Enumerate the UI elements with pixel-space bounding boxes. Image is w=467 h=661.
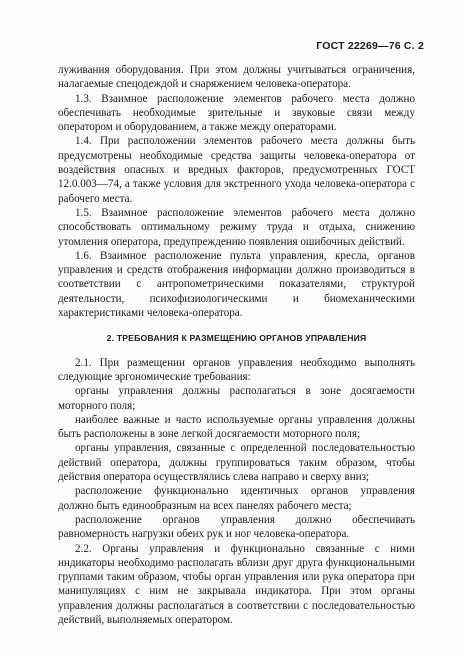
requirement-item: расположение функционально идентичных органов управления должно быть единообразным на всех панелях рабочего места; (58, 485, 415, 512)
requirement-item: органы управления должны располагаться в зоне досягаемости моторного поля; (58, 385, 415, 412)
paragraph-2-1: 2.1. При размещении органов управления необходимо выполнять следующие эргономические требования: (58, 356, 415, 383)
paragraph-1-5: 1.5. Взаимное расположение элементов рабочего места должно способствовать оптимальному режиму труда и отдыха, снижению утомления оператора, предупреждению появления ошибочных действий. (58, 206, 415, 248)
section-title: 2. ТРЕБОВАНИЯ К РАЗМЕЩЕНИЮ ОРГАНОВ УПРАВЛЕНИЯ (106, 333, 367, 344)
requirement-item: расположение органов управления должно обеспечивать равномерность нагрузки обеих рук и ног человека-оператора. (58, 513, 415, 541)
paragraph-1-6: 1.6. Взаимное расположение пульта управления, кресла, органов управления и средств отображения информации должно производиться в соответствии с антропометрическими показателями, структурой деятельности, психофизиологическими и биомеханическими характеристиками человека-оператора. (58, 249, 415, 320)
document-body (58, 63, 415, 627)
page-header-doc-ref: ГОСТ 22269—76 С. 2 (316, 40, 424, 52)
paragraph-1-3: 1.3. Взаимное расположение элементов рабочего места должно обеспечивать необходимые зрительные и звуковые связи между оператором и оборудованием, а также между операторами. (58, 92, 415, 134)
paragraph-1-4: 1.4. При расположении элементов рабочего места должны быть предусмотрены необходимые средства защиты человека-оператора от воздействия опасных и вредных факторов, предусмотренных ГОСТ 12.0.003—74, а также условия для экстренного ухода человека-оператора с рабочего места. (58, 135, 415, 205)
paragraph-continuation: луживания оборудования. При этом должны учитываться ограничения, налагаемые спецодеждой и снаряжением человека-оператора. (58, 64, 415, 91)
requirement-item: органы управления, связанные с определенной последовательностью действий оператора, должны группироваться таким образом, чтобы действия оператора осуществлялись слева направо и сверху вниз; (58, 442, 415, 484)
requirement-item: наиболее важные и часто используемые органы управления должны быть расположены в зоне легкой досягаемости моторного поля; (58, 413, 415, 441)
paragraph-2-2: 2.2. Органы управления и функционально связанные с ними индикаторы необходимо располагать вблизи друг друга функциональными группами таким образом, чтобы орган управления или рука оператора при манипуляциях с ним не закрывала индикатора. При этом органы управления должны располагаться в соответствии с последовательностью действий, выполняемых оператором. (58, 542, 415, 626)
